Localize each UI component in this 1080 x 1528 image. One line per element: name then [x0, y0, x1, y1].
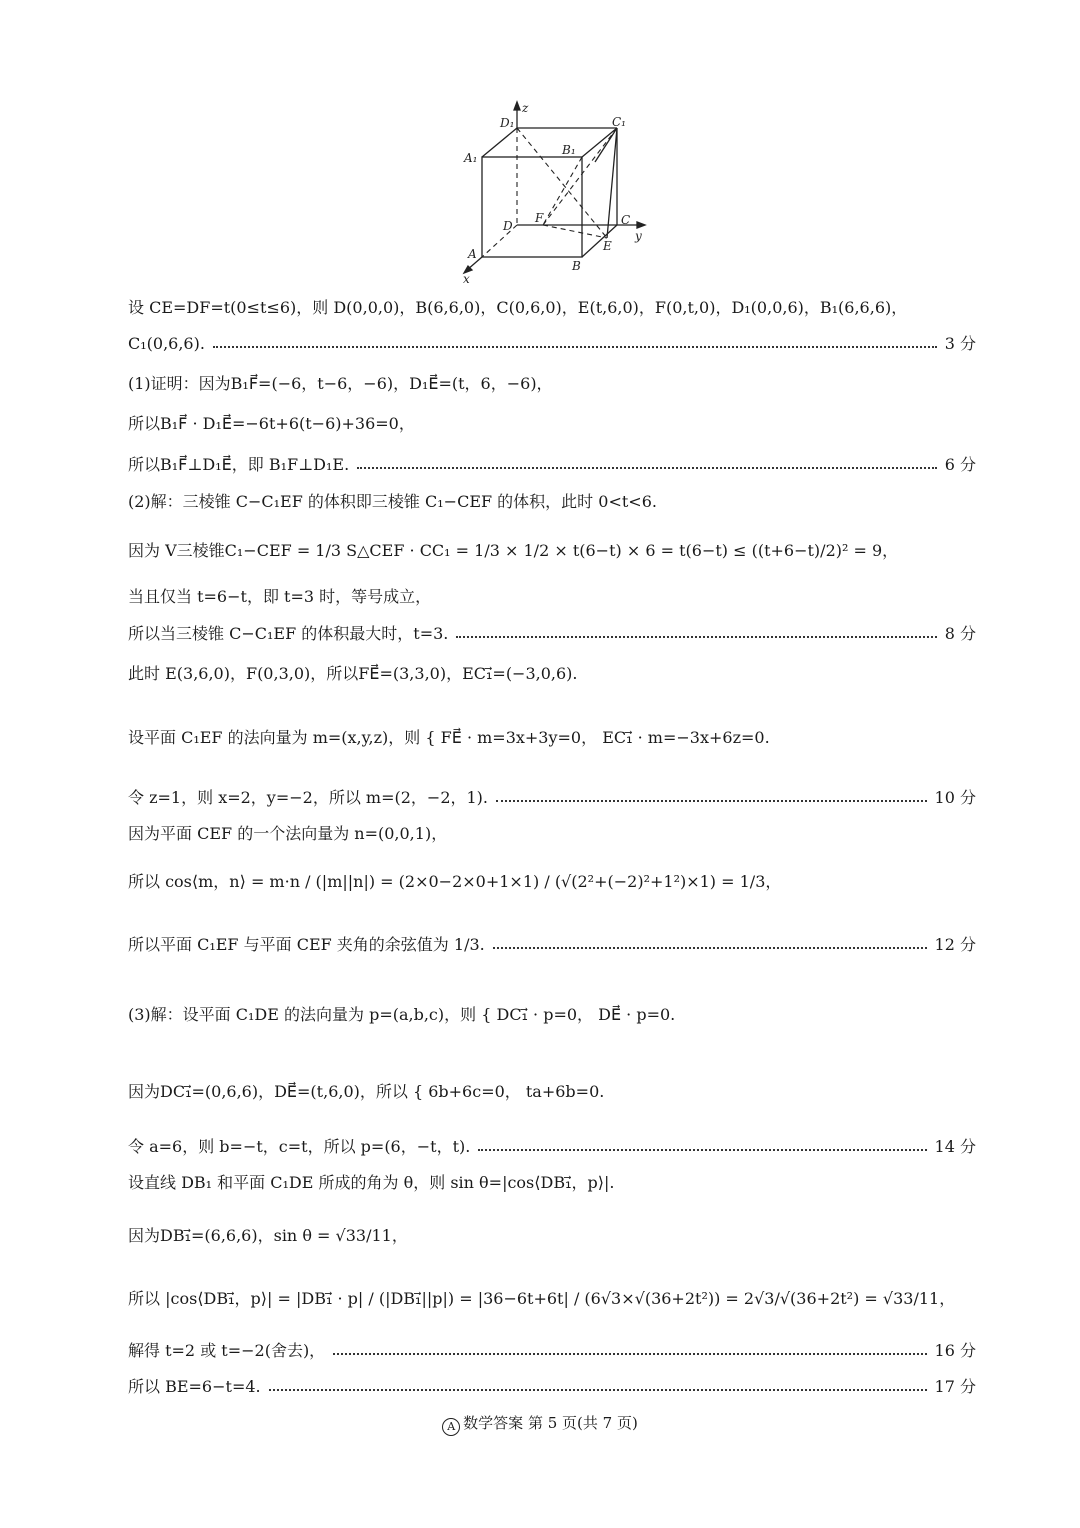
line-text: 所以 BE=6−t=4. [128, 1377, 261, 1396]
version-badge: A [442, 1418, 460, 1436]
solution-line [128, 1376, 976, 1398]
line-text: 所以 |cos⟨DB₁⃗，p⟩| = |DB₁⃗ · p| / (|DB₁⃗||p|) = |36−6t+6t| / (6√3×√(36+2t²)) = 2√3/√(36+2t²) = √33/11， [128, 1289, 956, 1308]
solution-line [128, 823, 976, 845]
label-B1: B₁ [562, 143, 576, 157]
score-mark: 14 分 [934, 1137, 976, 1156]
score-mark: 16 分 [934, 1341, 976, 1360]
line-text: 因为 V三棱锥C₁−CEF = 1/3 S△CEF · CC₁ = 1/3 × 1/2 × t(6−t) × 6 = t(6−t) ≤ ((t+6−t)/2)² = 9， [128, 541, 899, 560]
line-text: 设 CE=DF=t(0≤t≤6)，则 D(0,0,0)，B(6,6,0)，C(0,6,0)，E(t,6,0)，F(0,t,0)，D₁(0,0,6)，B₁(6,6,6)， [128, 298, 908, 317]
label-D: D [503, 219, 513, 233]
solution-line [128, 871, 976, 893]
solution-line [128, 586, 976, 608]
line-text: 设直线 DB₁ 和平面 C₁DE 所成的角为 θ，则 sin θ=|cos⟨DB₁⃗，p⟩|. [128, 1173, 615, 1192]
line-text: 因为DB₁⃗=(6,6,6)，sin θ = √33/11， [128, 1226, 408, 1245]
leader-dots [357, 467, 937, 469]
line-text: 因为DC₁⃗=(0,6,6)，DE⃗=(t,6,0)，所以 { 6b+6c=0， ta+6b=0. [128, 1082, 605, 1101]
solution-line [128, 373, 976, 395]
score-mark: 12 分 [934, 935, 976, 954]
label-D1: D₁ [500, 116, 515, 130]
label-C: C [621, 213, 631, 227]
solution-line [128, 1081, 976, 1103]
line-text: 所以B₁F⃗ · D₁E⃗=−6t+6(t−6)+36=0， [128, 414, 415, 433]
solution-line [128, 727, 976, 749]
label-A1: A₁ [464, 151, 478, 165]
line-text: 当且仅当 t=6−t，即 t=3 时，等号成立， [128, 587, 432, 606]
line-text: 所以平面 C₁EF 与平面 CEF 夹角的余弦值为 1/3. [128, 935, 485, 954]
line-text: (2)解：三棱锥 C−C₁EF 的体积即三棱锥 C₁−CEF 的体积，此时 0<t<6. [128, 492, 657, 511]
leader-dots [478, 1149, 926, 1151]
solution-line [128, 1225, 976, 1247]
leader-dots [333, 1353, 926, 1355]
label-E: E [603, 239, 612, 253]
score-mark: 10 分 [934, 788, 976, 807]
label-F: F [535, 211, 544, 225]
score-mark: 3 分 [944, 334, 976, 353]
solution-line [128, 1172, 976, 1194]
solution-line [128, 540, 976, 562]
cube-figure [455, 100, 655, 285]
solution-line [128, 454, 976, 476]
solution-line [128, 934, 976, 956]
solution-line [128, 413, 976, 435]
label-B: B [572, 259, 581, 273]
line-text: 因为平面 CEF 的一个法向量为 n=(0,0,1)， [128, 824, 448, 843]
solution-line [128, 1288, 976, 1310]
leader-dots [496, 800, 927, 802]
line-text: (1)证明：因为B₁F⃗=(−6，t−6，−6)，D₁E⃗=(t，6，−6)， [128, 374, 553, 393]
solution-line [128, 491, 976, 513]
line-text: 所以 cos⟨m，n⟩ = m·n / (|m||n|) = (2×0−2×0+1×1) / (√(2²+(−2)²+1²)×1) = 1/3， [128, 872, 782, 891]
leader-dots [456, 636, 936, 638]
line-text: C₁(0,6,6). [128, 334, 205, 353]
leader-dots [493, 947, 927, 949]
axis-z-label: z [522, 101, 529, 115]
score-mark: 8 分 [944, 624, 976, 643]
solution-line [128, 623, 976, 645]
line-text: 令 a=6，则 b=−t，c=t，所以 p=(6，−t，t). [128, 1137, 471, 1156]
score-mark: 6 分 [944, 455, 976, 474]
line-text: (3)解：设平面 C₁DE 的法向量为 p=(a,b,c)，则 { DC₁⃗ · p=0， DE⃗ · p=0. [128, 1005, 676, 1024]
line-text: 解得 t=2 或 t=−2(舍去)， [128, 1341, 326, 1360]
solution-line [128, 297, 976, 319]
solution-line [128, 1136, 976, 1158]
footer-text: 数学答案 第 5 页(共 7 页) [463, 1414, 638, 1432]
solution-line [128, 333, 976, 355]
solution-line [128, 1004, 976, 1026]
axis-y-label: y [635, 229, 642, 243]
line-text: 令 z=1，则 x=2，y=−2，所以 m=(2，−2，1). [128, 788, 489, 807]
solution-line [128, 1340, 976, 1362]
page-footer [0, 1412, 1080, 1436]
line-text: 所以当三棱锥 C−C₁EF 的体积最大时，t=3. [128, 624, 449, 643]
score-mark: 17 分 [934, 1377, 976, 1396]
label-C1: C₁ [612, 115, 626, 129]
axis-x-label: x [463, 272, 470, 285]
line-text: 所以B₁F⃗⊥D₁E⃗，即 B₁F⊥D₁E. [128, 455, 350, 474]
line-text: 设平面 C₁EF 的法向量为 m=(x,y,z)，则 { FE⃗ · m=3x+3y=0， EC₁⃗ · m=−3x+6z=0. [128, 728, 770, 747]
line-text: 此时 E(3,6,0)，F(0,3,0)，所以FE⃗=(3,3,0)，EC₁⃗=(−3,0,6). [128, 664, 578, 683]
solution-line [128, 663, 976, 685]
label-A: A [468, 247, 477, 261]
leader-dots [269, 1389, 927, 1391]
leader-dots [213, 346, 937, 348]
solution-line [128, 787, 976, 809]
